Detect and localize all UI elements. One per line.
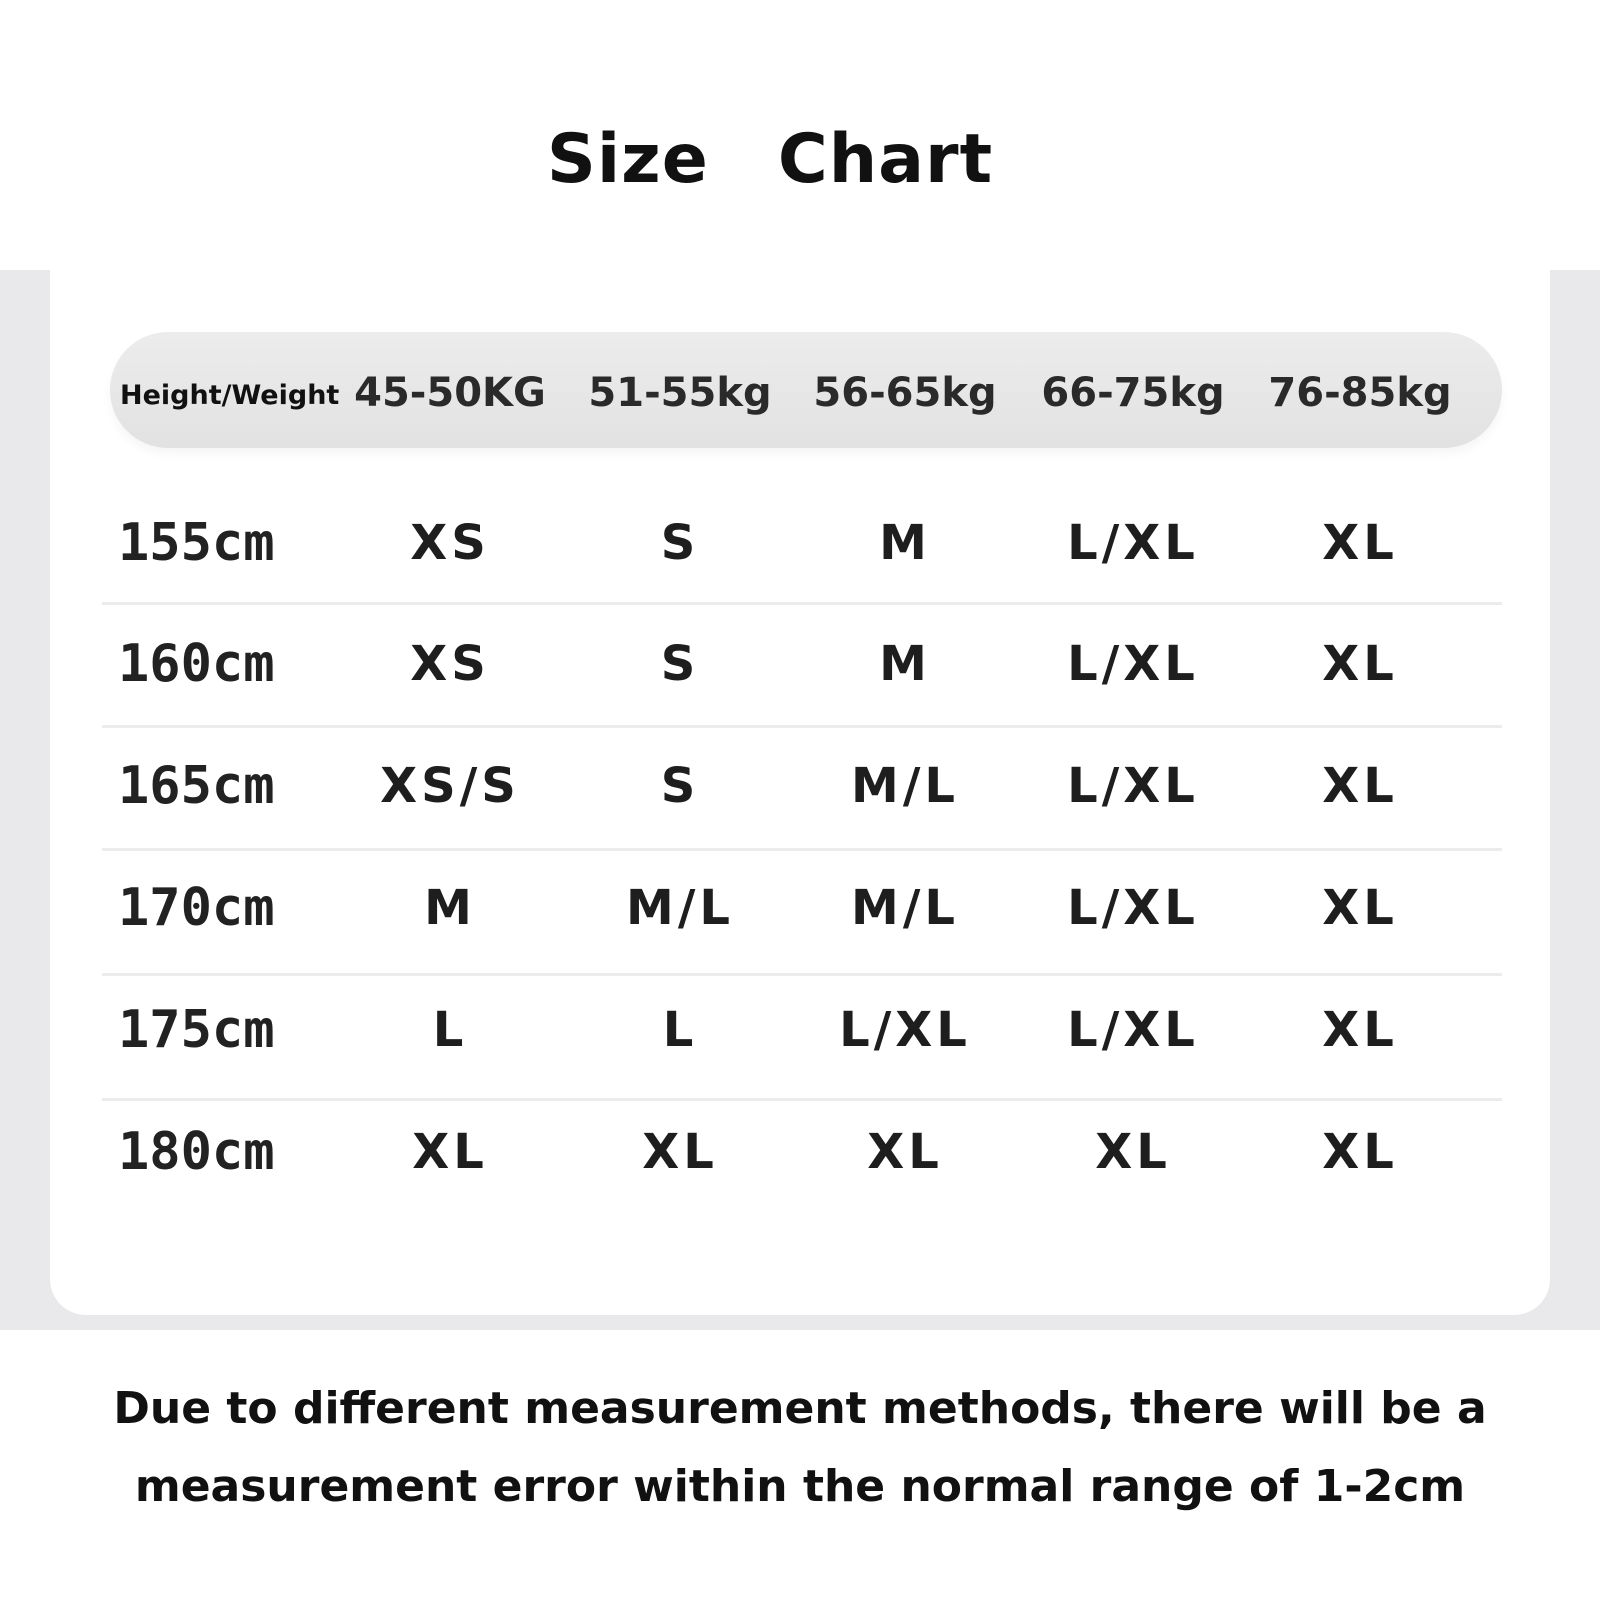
size-cell: XL [1322, 758, 1398, 814]
size-cell: M [879, 515, 931, 571]
footnote-line: Due to different measurement methods, there will be a [113, 1383, 1487, 1434]
height-cell: 175cm [118, 1000, 275, 1060]
page-title: Size Chart [546, 120, 994, 199]
corner-label: Height/Weight [120, 380, 340, 411]
size-cell: L/XL [1067, 515, 1199, 571]
size-cell: S [660, 515, 700, 571]
footnote-line: measurement error within the normal range of 1-2cm [134, 1461, 1466, 1512]
size-cell: XL [1322, 1002, 1398, 1058]
height-cell: 170cm [118, 878, 275, 938]
height-cell: 165cm [118, 756, 275, 816]
size-cell: M/L [851, 880, 959, 936]
size-cell: XS [410, 636, 490, 692]
column-header: 66-75kg [1041, 370, 1225, 416]
size-cell: XL [642, 1124, 718, 1180]
size-cell: M/L [626, 880, 734, 936]
footnote [0, 1370, 1600, 1526]
row-divider [102, 725, 1502, 728]
height-cell: 155cm [118, 513, 275, 573]
row-divider [102, 602, 1502, 605]
size-cell: XS/S [380, 758, 520, 814]
column-header: 56-65kg [813, 370, 997, 416]
size-cell: L [432, 1002, 468, 1058]
size-cell: L [662, 1002, 698, 1058]
column-header: 51-55kg [588, 370, 772, 416]
size-cell: M [879, 636, 931, 692]
row-divider [102, 1098, 1502, 1101]
size-cell: XL [1322, 880, 1398, 936]
size-cell: S [660, 636, 700, 692]
size-cell: L/XL [1067, 636, 1199, 692]
column-header: 45-50KG [354, 370, 546, 416]
height-cell: 180cm [118, 1122, 275, 1182]
size-cell: L/XL [1067, 880, 1199, 936]
row-divider [102, 848, 1502, 851]
size-cell: XL [412, 1124, 488, 1180]
row-divider [102, 973, 1502, 976]
size-cell: XL [1095, 1124, 1171, 1180]
size-cell: M [424, 880, 476, 936]
size-cell: XL [867, 1124, 943, 1180]
height-cell: 160cm [118, 634, 275, 694]
size-cell: S [660, 758, 700, 814]
size-cell: XS [410, 515, 490, 571]
size-cell: L/XL [1067, 1002, 1199, 1058]
size-cell: L/XL [1067, 758, 1199, 814]
size-cell: XL [1322, 636, 1398, 692]
size-cell: XL [1322, 515, 1398, 571]
size-cell: L/XL [839, 1002, 971, 1058]
size-table-card [50, 270, 1550, 1315]
size-cell: XL [1322, 1124, 1398, 1180]
size-cell: M/L [851, 758, 959, 814]
column-header: 76-85kg [1268, 370, 1452, 416]
